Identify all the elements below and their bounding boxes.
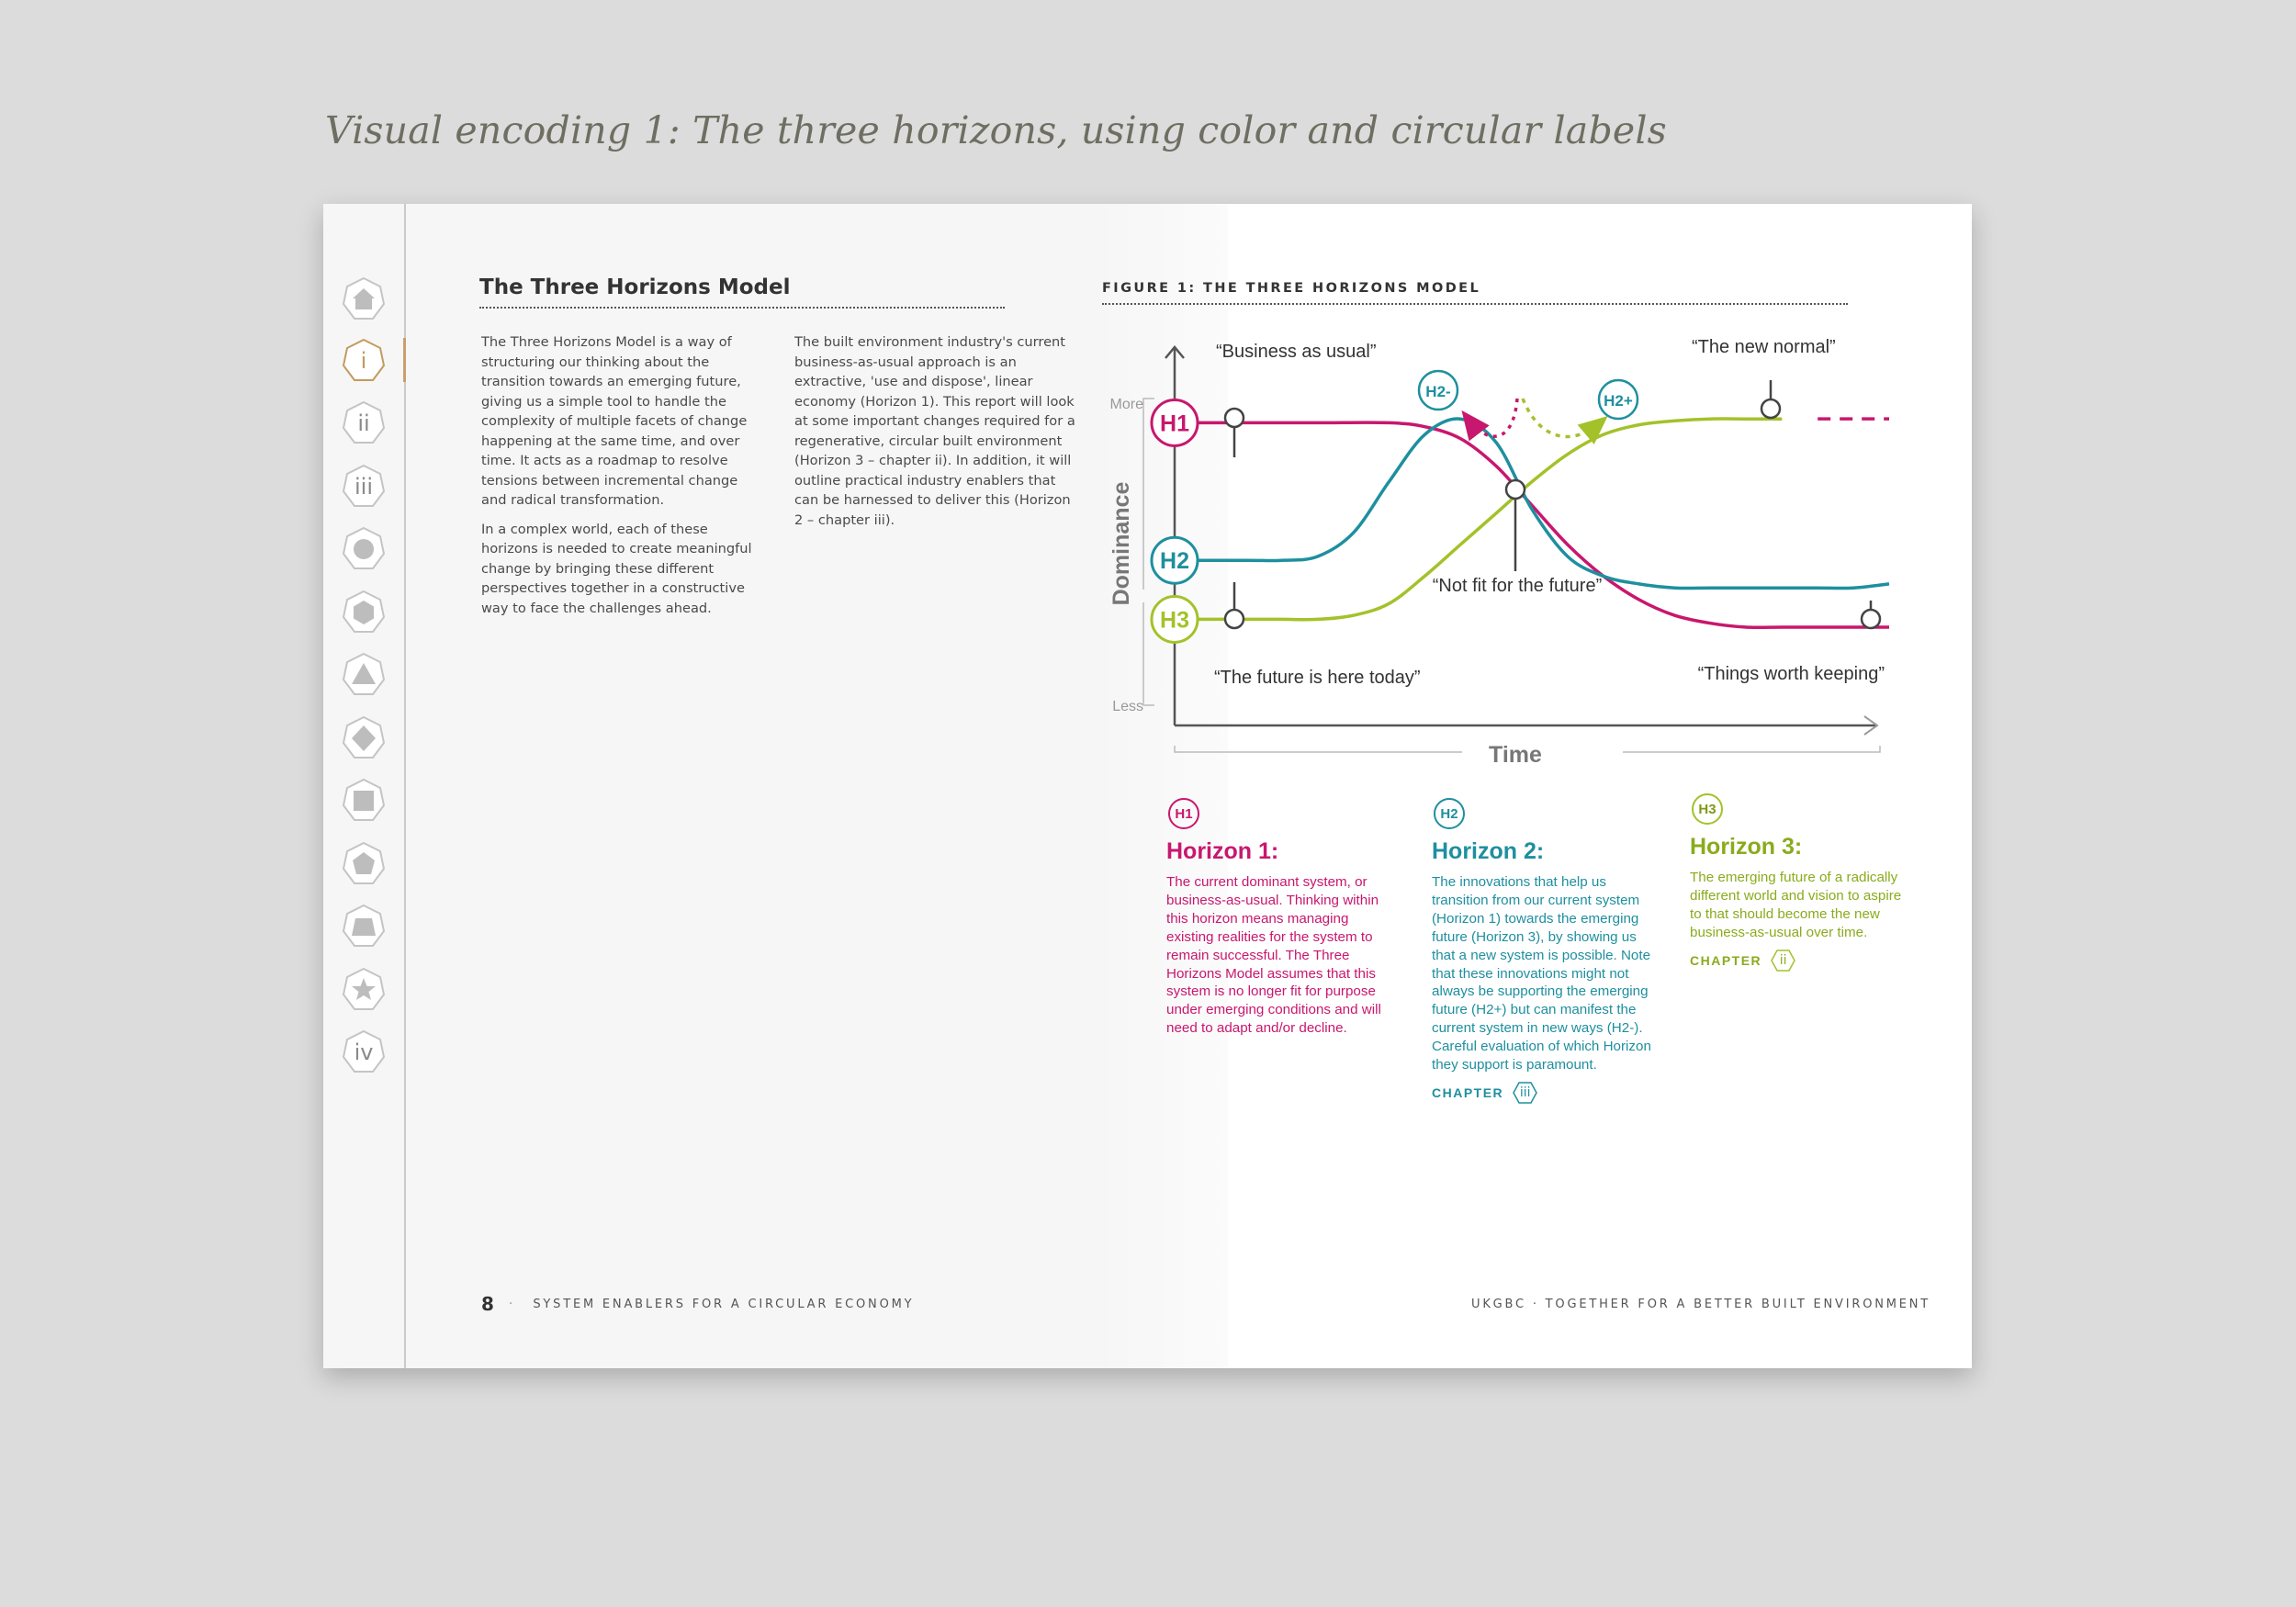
arrow-badge-h2-minus [1419,371,1458,410]
annotation-new-normal [1692,337,1836,418]
series-marker-label: H3 [1160,607,1189,634]
chapter-label: CHAPTER [1690,952,1762,968]
page-caption: Visual encoding 1: The three horizons, using color and circular labels [325,108,1667,152]
page-number: 8 [481,1293,494,1315]
nav-chapter-i-label: i [360,348,367,374]
series-marker-label: H1 [1160,410,1189,437]
chapter-link-h3[interactable] [1690,950,1915,972]
series-marker-label: H2 [1160,548,1189,575]
chapter-label: CHAPTER [1432,1084,1504,1100]
arrow-badge-h2-plus [1599,380,1638,419]
legend-desc-h1: The current dominant system, or business-as-usual. Thinking within this horizon means managing existing realities for the system to remain successful. The Three Horizons Model assumes that this system is no longer fit for purpose under emerging conditions and will need to adapt and/or decline. [1166,874,1381,1037]
series-marker-h2 [1152,537,1198,583]
paragraph: The Three Horizons Model is a way of structuring our thinking about the transition towards an emerging future, giving us a simple tool to handle the complexity of multiple facets of change happening at the same time, and over time. It acts as a roadmap to resolve tensions between incremental change and radical transformation. [481,334,748,508]
legend-desc-h2: The innovations that help us transition from our current system (Horizon 1) towards the emerging future (Horizon 3), by showing us that a new system is possible. Note that these innovations might not always be supporting the emerging future (H2+) but can manifest the current system in new ways (H2-). Careful evaluation of which Horizon they support is paramount. [1432,874,1651,1073]
chapter-badge[interactable] [1771,950,1795,972]
legend-title-h2: Horizon 2: [1432,838,1545,864]
paragraph: The built environment industry's current business-as-usual approach is an extractive, 'use and dispose', linear economy (Horizon 1). This report will look at some important changes required for a regenerative, circular built environment (Horizon 3 – chapter ii). In addition, it will outline practical industry enablers that can be harnessed to deliver this (Horizon 2 – chapter iii). [794,334,1075,528]
chapter-number: ii [1779,952,1787,968]
y-top-label: More [1109,397,1143,412]
three-horizons-chart [323,204,1972,1368]
figure-title: FIGURE 1: THE THREE HORIZONS MODEL [1102,281,1481,296]
annotation-text: “Things worth keeping” [1697,664,1885,684]
annotation-text: “The new normal” [1692,337,1836,357]
chapter-number: iii [1519,1084,1531,1100]
legend-badge-h3: H3 [1692,793,1723,825]
legend-horizon-1 [1166,798,1391,1038]
legend-desc-h3: The emerging future of a radically different world and vision to aspire to that should become the new business-as-usual over time. [1690,870,1902,940]
nav-chapter-iii-label: iii [354,474,373,500]
annotation-future-here-today [1214,582,1421,688]
y-bottom-label: Less [1112,699,1143,714]
chapter-link-h2[interactable] [1432,1082,1657,1104]
legend-title-h3: Horizon 3: [1690,834,1803,860]
annotation-text: “Not fit for the future” [1432,576,1603,596]
h2-minus-arrow [1469,399,1517,436]
footer-right-text: UKGBC · TOGETHER FOR A BETTER BUILT ENVIRONMENT [1471,1298,1931,1311]
nav-chapter-ii-label: ii [357,410,370,436]
chapter-badge[interactable] [1513,1082,1537,1104]
footer-left-text: SYSTEM ENABLERS FOR A CIRCULAR ECONOMY [533,1297,915,1311]
nav-chapter-iv-label: iv [354,1039,374,1065]
footer-separator: · [508,1297,513,1311]
annotation-text: “The future is here today” [1214,668,1421,688]
x-axis-label: Time [1489,742,1542,768]
legend-badge-h1: H1 [1168,798,1199,829]
y-axis-label: Dominance [1109,481,1134,606]
legend-horizon-3 [1690,793,1915,972]
annotation-not-fit-container [1430,576,1604,631]
arrow-label-h2-plus: H2+ [1604,392,1633,410]
legend-title-h1: Horizon 1: [1166,838,1279,864]
annotation-text: “Business as usual” [1216,342,1377,362]
paragraph: In a complex world, each of these horizons is needed to create meaningful change by bringing these different perspectives together in a constructive way to face the challenges ahead. [481,521,752,616]
annotation-business-as-usual [1216,342,1377,457]
series-marker-h1 [1152,399,1198,445]
legend-badge-h2: H2 [1434,798,1465,829]
h2-plus-arrow [1523,399,1598,436]
section-title: The Three Horizons Model [479,275,791,299]
arrow-label-h2-minus: H2- [1425,383,1451,400]
series-marker-h3 [1152,596,1198,642]
annotation-things-worth-keeping [1698,601,1885,684]
legend-horizon-2 [1432,798,1657,1104]
document-spread [323,204,1972,1368]
